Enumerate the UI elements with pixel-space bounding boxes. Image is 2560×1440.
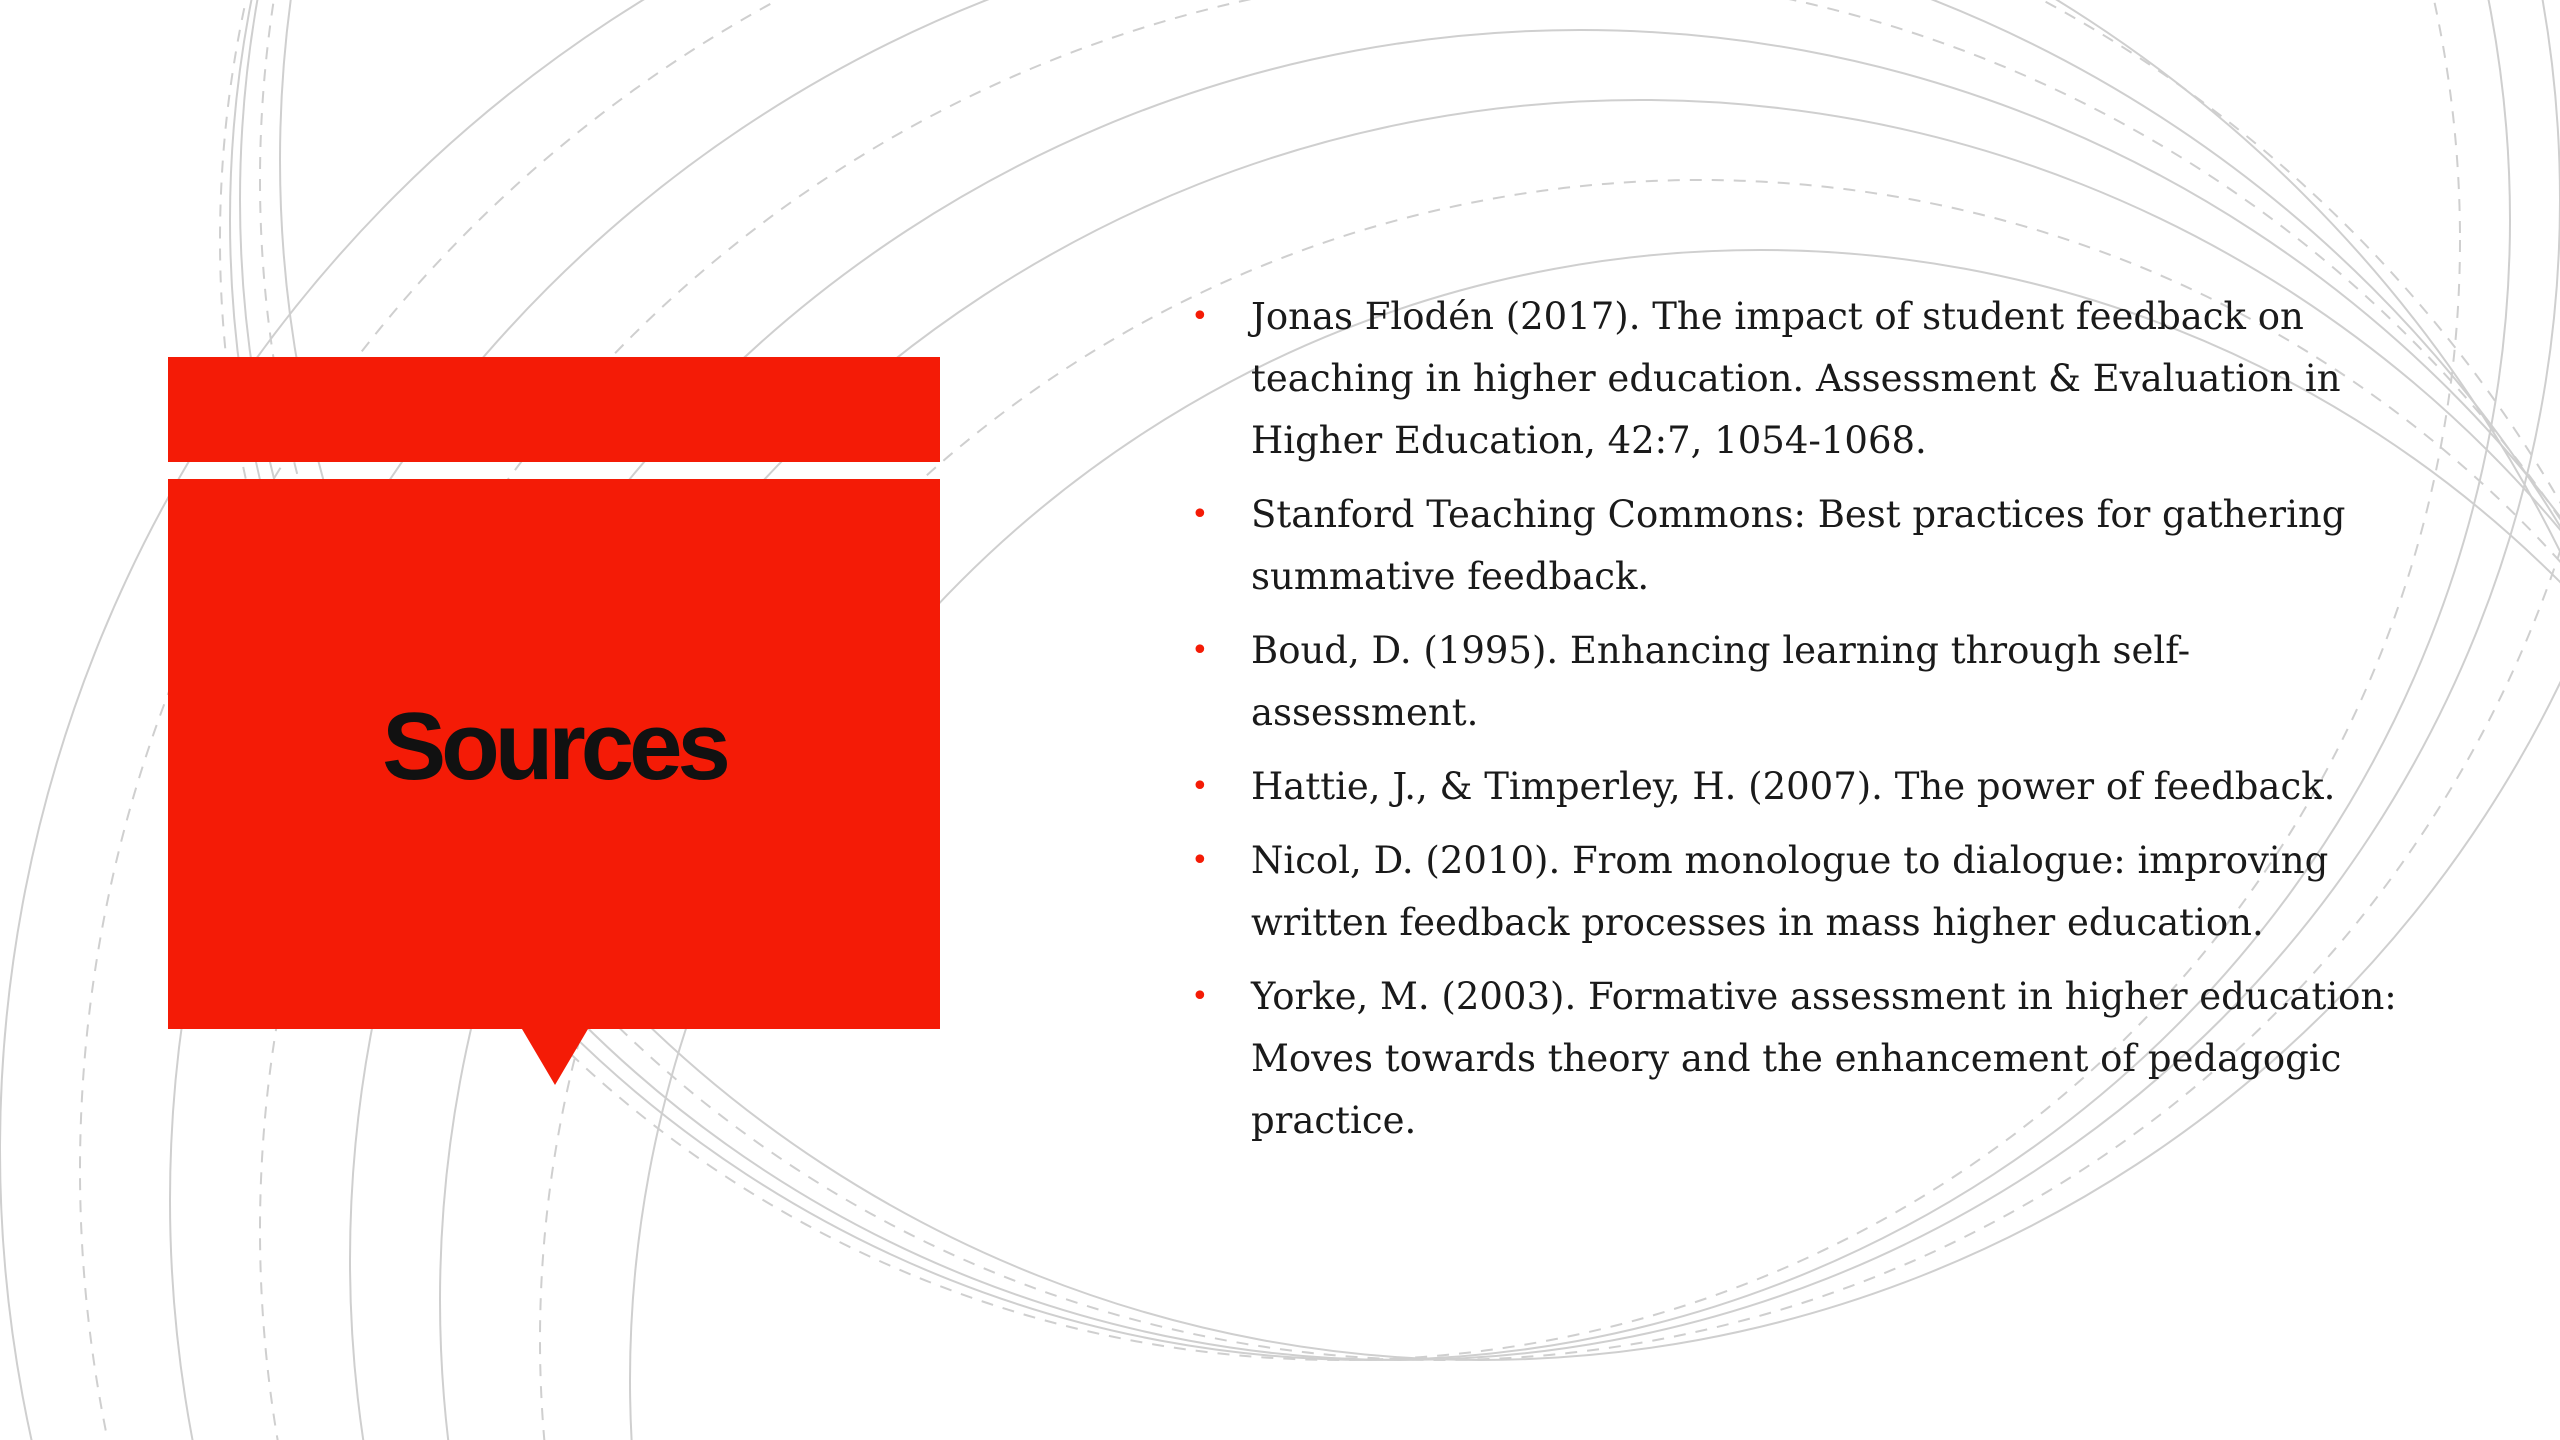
callout-pointer	[522, 1029, 588, 1085]
source-text: Stanford Teaching Commons: Best practices for gathering summative feedback.	[1251, 493, 2346, 598]
bullet-icon: •	[1191, 299, 1209, 334]
title-accent-strip	[168, 357, 940, 462]
source-text: Nicol, D. (2010). From monologue to dialogue: improving written feedback processes in mass higher education.	[1251, 839, 2329, 944]
source-item	[1185, 830, 2415, 954]
bullet-icon: •	[1191, 979, 1209, 1014]
slide-title: Sources	[382, 692, 726, 800]
source-item	[1185, 286, 2415, 472]
source-item	[1185, 756, 2415, 818]
source-text: Hattie, J., & Timperley, H. (2007). The power of feedback.	[1251, 765, 2336, 808]
bullet-icon: •	[1191, 633, 1209, 668]
source-item	[1185, 620, 2415, 744]
sources-list	[1185, 286, 2415, 1164]
bullet-icon: •	[1191, 769, 1209, 804]
source-text: Yorke, M. (2003). Formative assessment in higher education: Moves towards theory and the enhancement of pedagogic practice.	[1251, 975, 2397, 1142]
source-text: Jonas Flodén (2017). The impact of student feedback on teaching in higher education. Assessment & Evaluation in Higher Education, 42:7, 1054-1068.	[1251, 295, 2341, 462]
bullet-icon: •	[1191, 497, 1209, 532]
source-text: Boud, D. (1995). Enhancing learning through self-assessment.	[1251, 629, 2191, 734]
source-item	[1185, 966, 2415, 1152]
source-item	[1185, 484, 2415, 608]
bullet-icon: •	[1191, 843, 1209, 878]
